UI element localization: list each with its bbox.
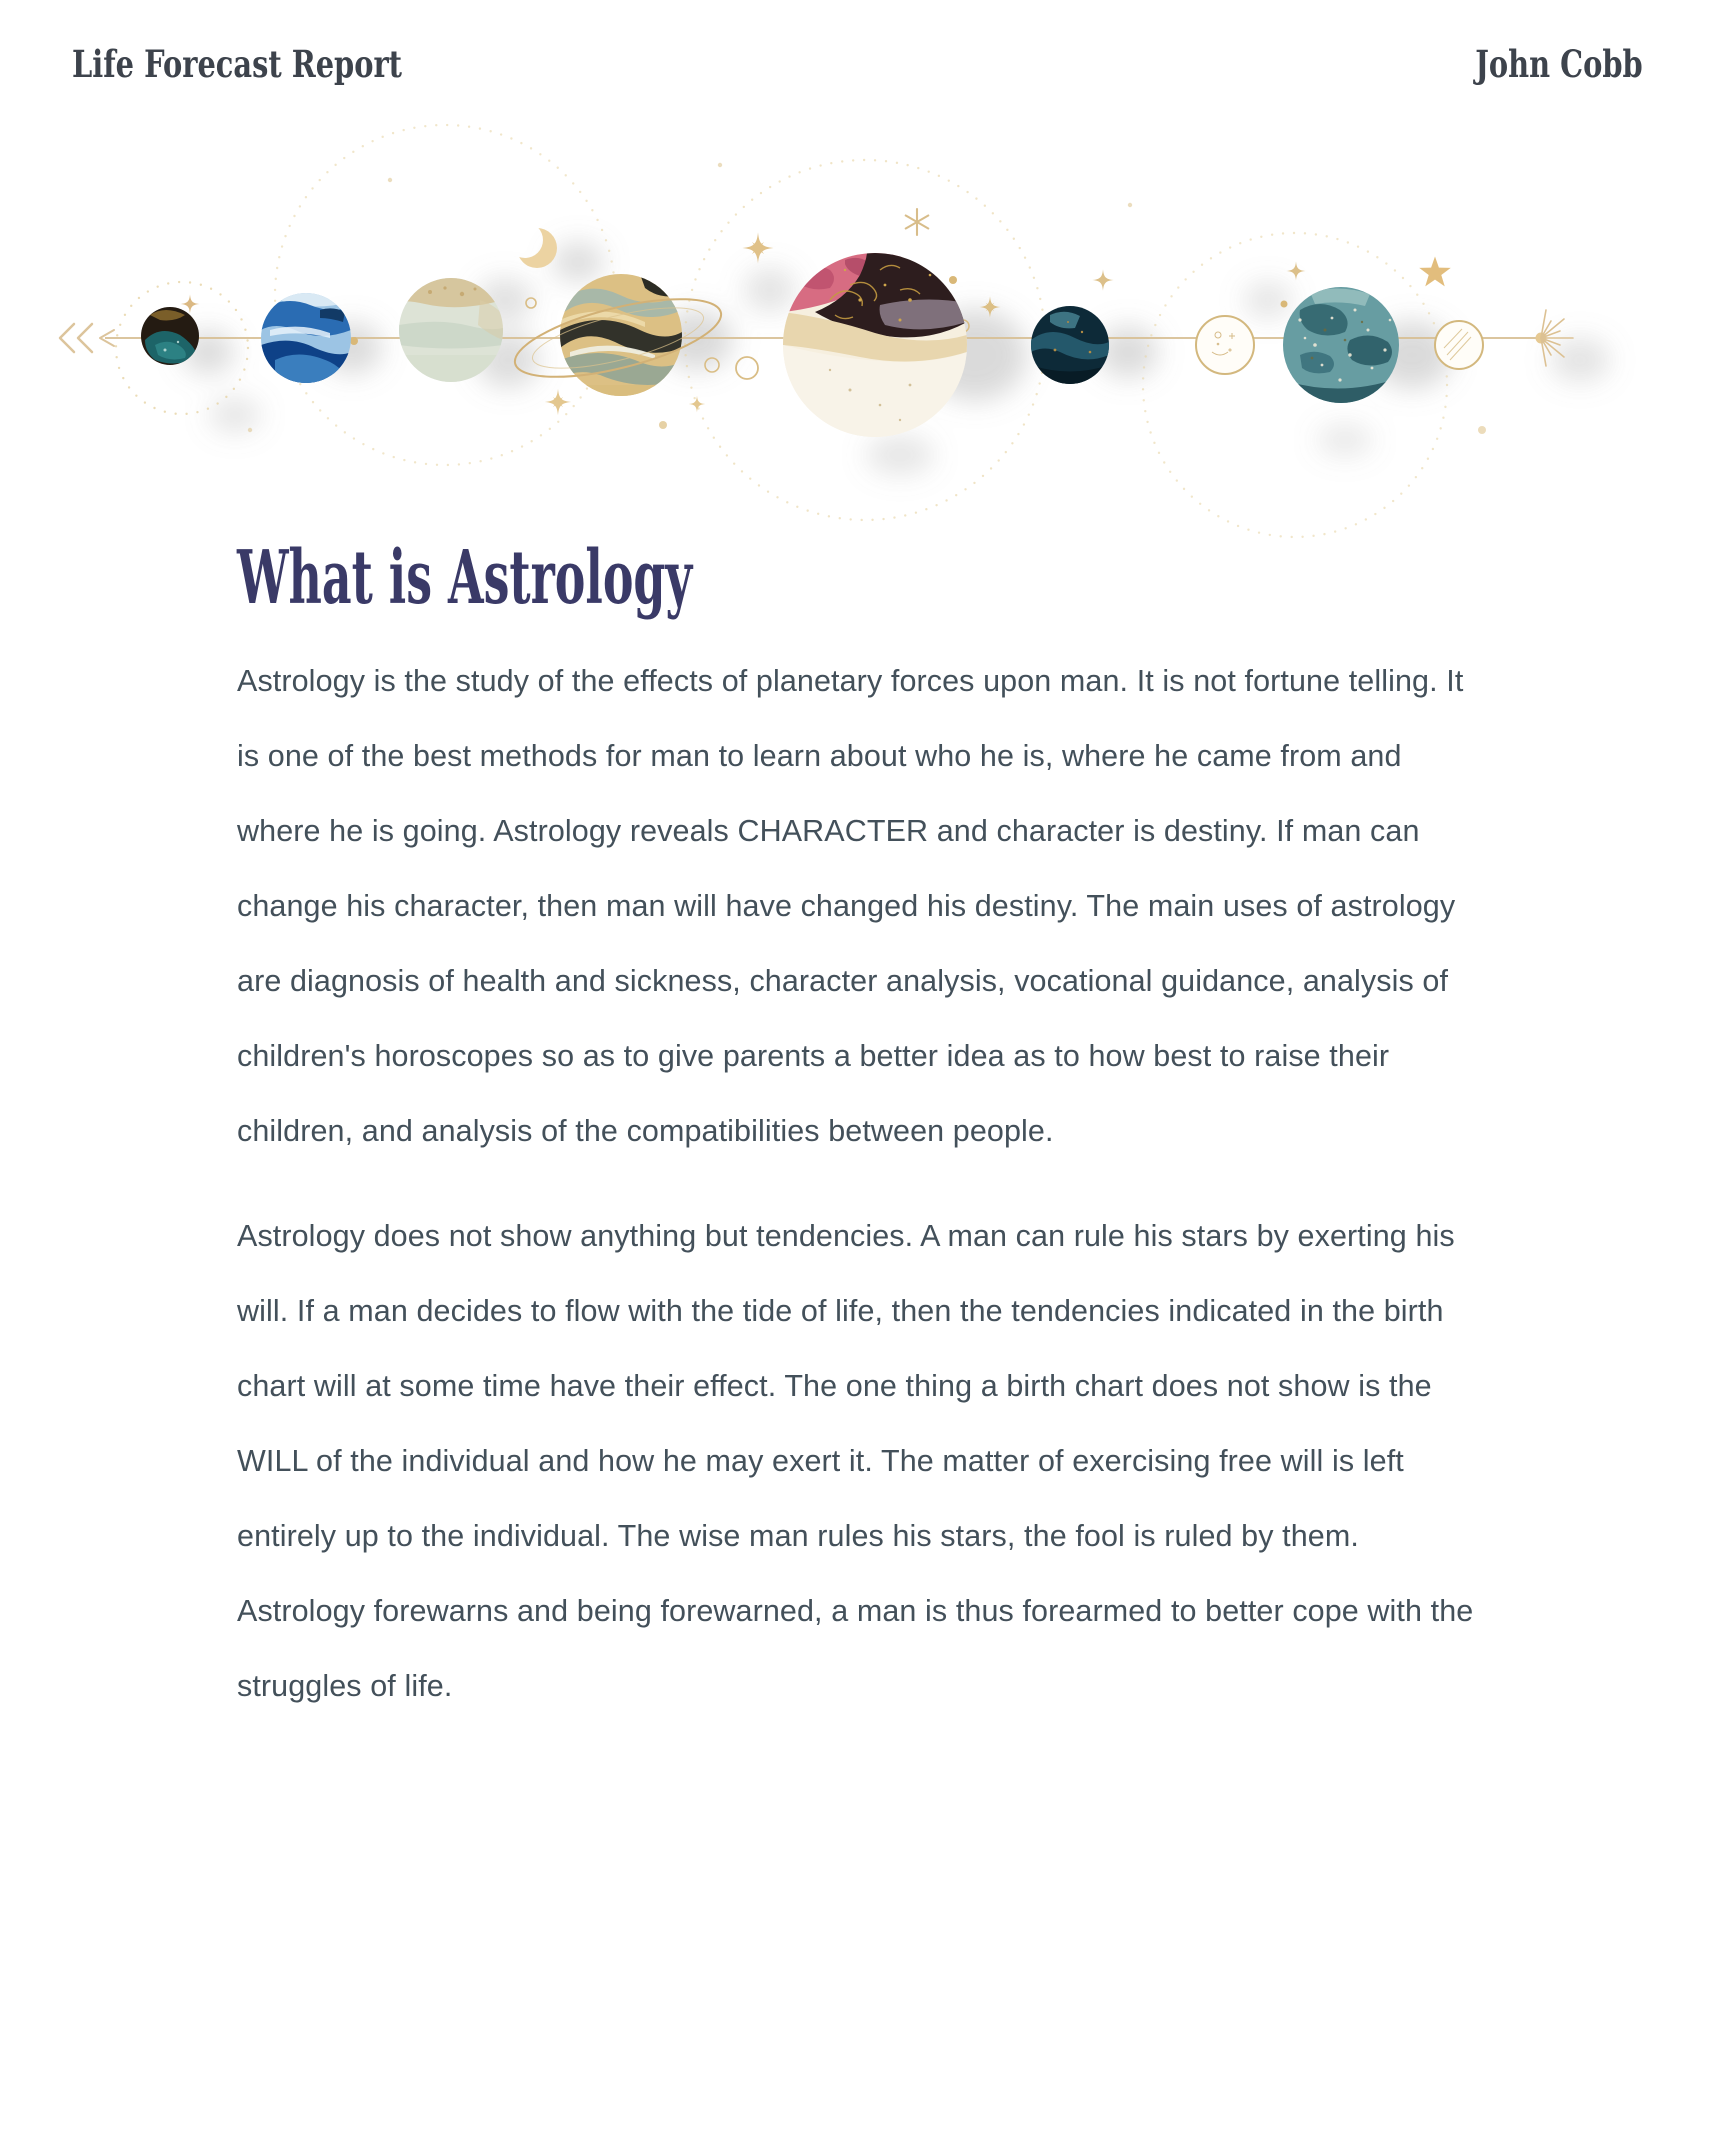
comet-icon [1536, 310, 1574, 366]
article-paragraph: Astrology is the study of the effects of planetary forces upon man. It is not fortune telling. It is one of the best methods for man to learn about who he is, where he came from and where he is going. Astrology reveals CHARACTER and character is destiny. If man can change his character, then man will have changed his destiny. The main uses of astrology are diagnosis of health and sickness, character analysis, vocational guidance, analysis of children's horoscopes so as to give parents a better idea as to how best to raise their children, and analysis of the compatibilities between people. [237, 663, 1464, 1148]
planet-ring [508, 283, 728, 393]
planet-teal-mottled [1283, 287, 1399, 403]
crescent-moon-icon [517, 228, 557, 268]
star-icon [1286, 261, 1305, 280]
star-icon [1419, 257, 1451, 287]
soft-shadows [182, 242, 1610, 475]
page-header [72, 42, 1643, 86]
orbit-line [60, 310, 1573, 366]
person-name: John Cobb [1475, 42, 1643, 86]
stars [180, 209, 1450, 415]
gold-dots [248, 163, 1486, 434]
planet-gold-marble-ringed [508, 274, 728, 396]
sketched-circle-icon [1196, 316, 1254, 374]
star-icon [1092, 269, 1114, 291]
star-icon [180, 294, 199, 313]
planet-pale-sage [399, 278, 503, 382]
page-title: What is Astrology [237, 535, 693, 621]
planet-dark-teal-marble-small [141, 307, 199, 365]
star-icon [742, 232, 773, 263]
report-title: Life Forecast Report [72, 42, 403, 86]
chevron-left-icon [60, 324, 114, 352]
star-icon [689, 396, 706, 413]
planet-blue-marble [261, 293, 351, 383]
sketched-circle-icon [1435, 321, 1483, 369]
star-icon [906, 209, 929, 235]
article [237, 535, 1493, 1754]
star-icon [979, 296, 1001, 318]
star-icon [545, 389, 571, 415]
planet-dark-navy-small [1031, 306, 1109, 384]
dotted-orbits [116, 125, 1447, 537]
article-paragraph: Astrology does not show anything but tendencies. A man can rule his stars by exerting his will. If a man decides to flow with the tide of life, then the tendencies indicated in the birth chart will at some time have their effect. The one thing a birth chart does not show is the WILL of the individual and how he may exert it. The matter of exercising free will is left entirely up to the individual. The wise man rules his stars, the fool is ruled by them. Astrology forewarns and being forewarned, a man is thus forearmed to better cope with the struggles of life. [237, 1218, 1474, 1703]
planet-pink-black-cream-large [783, 253, 967, 437]
